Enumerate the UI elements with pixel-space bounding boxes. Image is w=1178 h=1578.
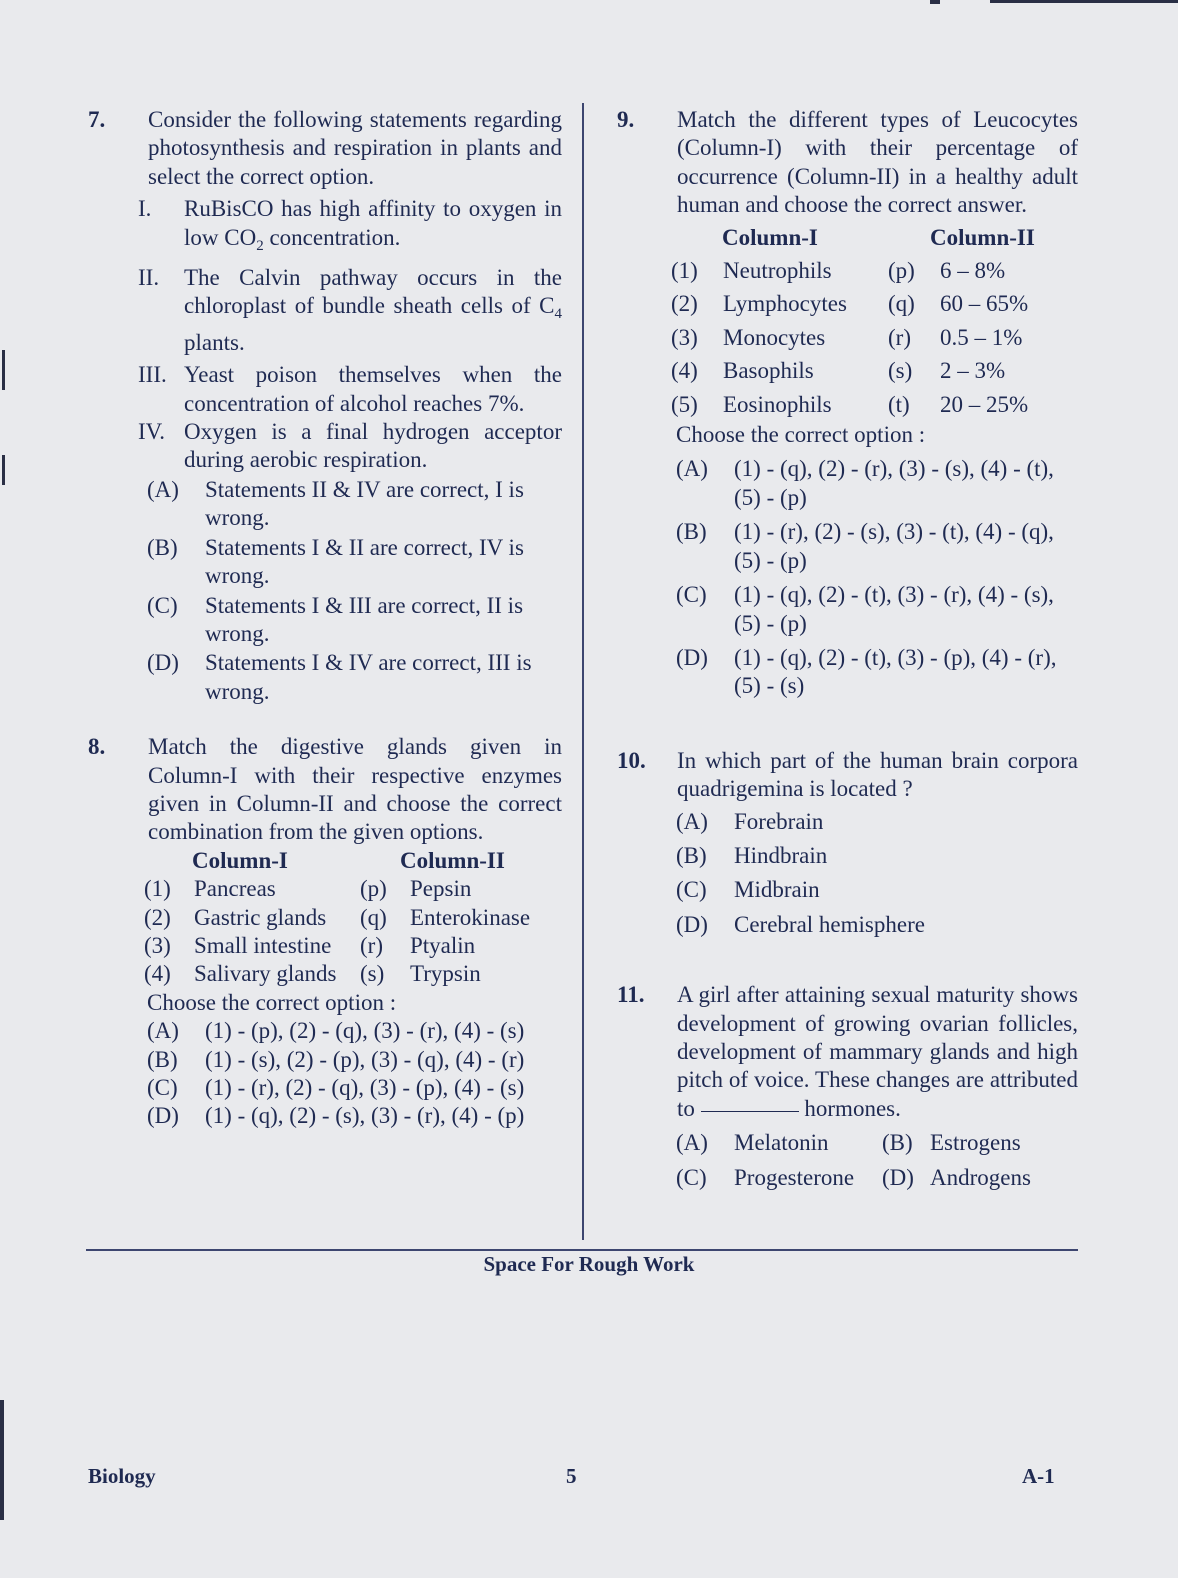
match-row: (1) Pancreas (p) Pepsin	[144, 876, 472, 902]
match-row: (5) Eosinophils (t) 20 – 25%	[671, 391, 1029, 417]
option-text: (1) - (s), (2) - (p), (3) - (q), (4) - (r)	[205, 1046, 525, 1072]
option-label: (B)	[147, 1046, 178, 1072]
statement-text: RuBisCO has high affinity to oxygen in low $CO_2$ concentration.	[184, 196, 562, 254]
question-text: A girl after attaining sexual maturity shows development of growing ovarian follicles, development of mammary glands and high pitch of voice. These changes are attributed to hormones.	[677, 982, 1078, 1121]
rough-work-heading: Space For Rough Work	[483, 1252, 695, 1276]
option-label: (D)	[676, 911, 708, 937]
statement	[138, 418, 562, 475]
option-text: Forebrain	[734, 808, 824, 834]
choose-prompt: Choose the correct option :	[676, 422, 926, 448]
option-text: Hindbrain	[734, 842, 828, 868]
answer-option[interactable]	[676, 644, 1078, 701]
statement-text: Oxygen is a final hydrogen acceptor during aerobic respiration.	[184, 419, 562, 473]
answer-option[interactable]	[676, 581, 1078, 638]
scan-edge-mark	[930, 0, 940, 4]
option-text: Midbrain	[734, 877, 820, 903]
answer-option-row	[676, 1164, 1078, 1192]
option-label: (A)	[676, 456, 708, 482]
option-label: (B)	[676, 842, 707, 868]
option-text: (1) - (q), (2) - (r), (3) - (s), (4) - (t), (5) - (p)	[734, 456, 1054, 510]
option-text: (1) - (q), (2) - (t), (3) - (r), (4) - (s), (5) - (p)	[734, 582, 1054, 636]
footer-subject: Biology	[88, 1464, 156, 1488]
answer-option[interactable]	[147, 534, 562, 591]
match-row: (3) Monocytes (r) 0.5 – 1%	[671, 324, 1023, 350]
question-text: Match the different types of Leucocytes (Column-I) with their percentage of occurrence (Column-II) in a healthy adult human and choose the correct answer.	[677, 107, 1078, 218]
option-label[interactable]: (D)	[882, 1164, 914, 1190]
question-10	[617, 747, 1078, 804]
option-label: (D)	[676, 644, 708, 670]
column-headers	[192, 847, 562, 875]
match-row: (2) Gastric glands (q) Enterokinase	[144, 904, 531, 930]
option-text[interactable]: Estrogens	[930, 1130, 1021, 1156]
question-number: 9.	[617, 107, 635, 132]
column-header: Column-II	[930, 224, 1035, 250]
answer-option[interactable]	[676, 455, 1078, 512]
option-text: Statements II & IV are correct, I is wrong.	[205, 476, 524, 531]
rough-work-rule	[86, 1249, 1078, 1251]
option-text: (1) - (r), (2) - (s), (3) - (t), (4) - (q), (5) - (p)	[734, 519, 1054, 573]
question-number: 11.	[617, 982, 645, 1008]
question-9	[617, 106, 1078, 220]
option-label: (D)	[147, 1103, 179, 1129]
answer-option[interactable]	[676, 911, 1078, 939]
option-label[interactable]: (B)	[882, 1130, 913, 1156]
statement	[138, 264, 562, 357]
footer-paper-code: A-1	[1022, 1464, 1055, 1488]
question-text: Match the digestive glands given in Column-I with their respective enzymes given in Column-II and choose the correct combination from the given options.	[148, 734, 562, 845]
statement-text: Yeast poison themselves when the concentration of alcohol reaches 7%.	[184, 362, 562, 416]
statement	[138, 195, 562, 260]
statement	[138, 361, 562, 418]
statement-label: IV.	[138, 419, 166, 445]
answer-blank	[701, 1111, 799, 1112]
option-label: (C)	[147, 592, 178, 618]
match-row: (4) Basophils (s) 2 – 3%	[671, 358, 1006, 384]
option-label: (A)	[676, 808, 708, 834]
question-7	[88, 106, 562, 191]
answer-option[interactable]	[676, 842, 1078, 870]
answer-option[interactable]	[147, 1074, 562, 1102]
option-label: (C)	[676, 877, 707, 903]
match-row: (3) Small intestine (r) Ptyalin	[144, 932, 476, 958]
answer-option[interactable]	[147, 649, 562, 706]
answer-option-row	[676, 1129, 1078, 1157]
option-label: (B)	[676, 519, 707, 545]
option-text: Statements I & II are correct, IV is wrong.	[205, 534, 524, 589]
option-text: Statements I & IV are correct, III is wrong.	[205, 650, 532, 704]
answer-option[interactable]	[676, 808, 1078, 836]
column-headers	[722, 224, 1078, 252]
column-header: Column-I	[722, 224, 818, 250]
question-number: 10.	[617, 747, 646, 773]
option-text: (1) - (p), (2) - (q), (3) - (r), (4) - (s)	[205, 1018, 525, 1044]
option-label: (C)	[147, 1075, 178, 1100]
statement-label: I.	[138, 196, 152, 222]
question-8	[88, 733, 562, 847]
left-column	[88, 106, 562, 1131]
statement-label: III.	[138, 362, 167, 388]
option-text[interactable]: Androgens	[930, 1164, 1031, 1190]
answer-option[interactable]	[676, 876, 1078, 904]
option-label[interactable]: (A)	[676, 1130, 708, 1156]
footer-page-number: 5	[566, 1464, 577, 1488]
option-label: (D)	[147, 650, 179, 676]
statement-label: II.	[138, 265, 160, 291]
scan-edge-mark	[0, 1400, 4, 1520]
option-text[interactable]: Melatonin	[734, 1130, 829, 1156]
answer-option[interactable]	[147, 1102, 562, 1130]
answer-option[interactable]	[147, 1017, 562, 1045]
answer-option[interactable]	[676, 518, 1078, 575]
option-label: (C)	[676, 582, 707, 608]
question-number: 7.	[88, 107, 106, 132]
statement-text: The Calvin pathway occurs in the chloroplast of bundle sheath cells of $C_4$ plants.	[184, 265, 562, 355]
answer-option[interactable]	[147, 1046, 562, 1074]
column-header: Column-I	[192, 847, 288, 873]
option-text[interactable]: Progesterone	[734, 1164, 855, 1190]
scan-edge-mark	[990, 0, 1178, 3]
option-label: (B)	[147, 534, 178, 560]
question-text: Consider the following statements regarding photosynthesis and respiration in plants and select the correct option.	[148, 107, 562, 189]
match-row: (4) Salivary glands (s) Trypsin	[144, 961, 481, 987]
column-header: Column-II	[400, 847, 505, 873]
scan-edge-mark	[2, 455, 5, 485]
option-text: (1) - (r), (2) - (q), (3) - (p), (4) - (s)	[205, 1075, 525, 1100]
match-row: (2) Lymphocytes (q) 60 – 65%	[671, 291, 1029, 317]
option-label: (A)	[147, 1018, 179, 1044]
option-text: Cerebral hemisphere	[734, 911, 925, 937]
option-label[interactable]: (C)	[676, 1164, 707, 1190]
choose-prompt: Choose the correct option :	[147, 989, 397, 1015]
question-number: 8.	[88, 734, 106, 760]
right-column	[617, 106, 1078, 1192]
option-text: (1) - (q), (2) - (t), (3) - (p), (4) - (r), (5) - (s)	[734, 644, 1057, 699]
answer-option[interactable]	[147, 476, 562, 533]
option-text: Statements I & III are correct, II is wrong.	[205, 592, 524, 646]
match-row: (1) Neutrophils (p) 6 – 8%	[671, 258, 1006, 284]
option-text: (1) - (q), (2) - (s), (3) - (r), (4) - (p)	[205, 1103, 525, 1129]
answer-option[interactable]	[147, 592, 562, 649]
scan-edge-mark	[2, 350, 5, 390]
question-11	[617, 981, 1078, 1123]
column-divider	[582, 103, 584, 1240]
option-label: (A)	[147, 476, 179, 502]
question-text: In which part of the human brain corpora quadrigemina is located ?	[677, 747, 1078, 802]
